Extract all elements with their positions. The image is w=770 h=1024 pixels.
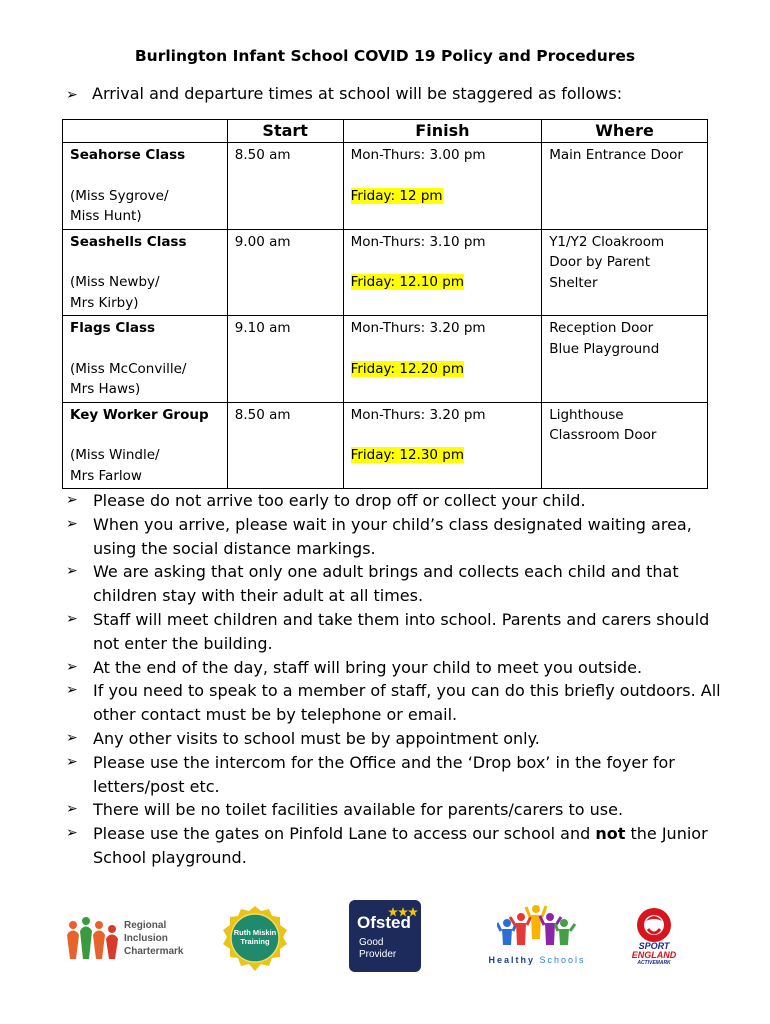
start-time: 9.00 am [234,233,291,250]
logo-text: ACTIVEMARK [637,960,671,966]
logo-text: Ofsted [357,913,411,932]
arrow-bullet-icon: ➢ [66,563,78,580]
arrow-bullet-icon: ➢ [66,682,78,699]
friday-time: Friday: 12.20 pm [350,360,465,377]
where-cell [542,316,708,403]
where-line: Shelter [549,274,598,291]
list-item-text: When you arrive, please wait in your child’s class designated waiting area, using the social distance markings. [93,514,692,558]
arrow-bullet-icon: ➢ [66,87,78,103]
list-item [66,727,731,751]
sport-england-logo [618,907,690,971]
list-item [66,656,731,680]
list-item-text: If you need to speak to a member of staff, you can do this briefly outdoors. All other contact must be by telephone or email. [93,681,721,725]
class-cell [63,143,228,230]
arrow-bullet-icon: ➢ [66,610,78,627]
list-item [66,822,731,870]
timetable [62,119,708,489]
start-cell [227,316,343,403]
class-cell [63,229,228,316]
list-item-text: the Junior School playground. [93,824,708,867]
logo-text: Training [240,937,270,946]
header-blank [63,120,228,143]
arrow-bullet-icon: ➢ [66,825,78,842]
list-item-text: Please do not arrive too early to drop off or collect your child. [93,491,586,510]
start-cell [227,229,343,316]
logo-text: Inclusion [124,933,168,944]
people-figures-icon [64,915,120,963]
logo-text: Provider [359,949,397,960]
emphasis-text: not [595,824,626,844]
procedure-list [66,489,731,870]
finish-time: Mon-Thurs: 3.20 pm [350,320,486,336]
where-line: Lighthouse [549,406,624,423]
healthy-schools-logo [482,903,592,973]
table-row [63,143,708,230]
finish-time: Mon-Thurs: 3.10 pm [350,233,486,250]
where-line: Blue Playground [549,340,660,357]
finish-time: Mon-Thurs: 3.20 pm [350,406,486,423]
list-item [66,679,731,727]
list-item-text: There will be no toilet facilities available for parents/carers to use. [93,800,624,820]
staff-line: (Miss Sygrove/ [70,187,169,204]
where-line: Main Entrance Door [549,147,683,163]
intro-line [66,84,622,103]
staff-line: (Miss Newby/ [70,274,160,290]
arrow-bullet-icon: ➢ [66,801,78,818]
intro-text: Arrival and departure times at school will be staggered as follows: [92,84,623,103]
logo-text: ENGLAND [631,950,677,960]
sport-runner-icon [634,907,674,943]
class-cell [63,316,228,403]
finish-cell [343,229,542,316]
ruth-miskin-logo [219,905,291,973]
header-start: Start [227,120,343,143]
list-item [66,560,731,608]
start-time: 8.50 am [234,406,291,423]
list-item [66,751,731,799]
table-row [63,229,708,316]
arrow-bullet-icon: ➢ [66,658,78,675]
start-time: 8.50 am [234,147,291,163]
where-line: Y1/Y2 Cloakroom [549,233,665,250]
start-cell [227,402,343,489]
arrow-bullet-icon: ➢ [66,753,78,770]
logo-text: Chartermark [124,946,184,957]
where-cell [542,143,708,230]
regional-inclusion-logo [64,915,194,965]
where-line: Reception Door [549,320,654,336]
finish-time: Mon-Thurs: 3.00 pm [350,147,486,163]
logo-text: Regional [124,920,167,931]
staff-line: Mrs Kirby) [70,294,139,311]
children-figures-icon [497,903,577,953]
ofsted-logo [349,900,421,972]
start-time: 9.10 am [234,320,291,336]
class-name: Seashells Class [70,233,187,250]
friday-time: Friday: 12.10 pm [350,274,465,290]
logo-text: SPORT [638,941,670,951]
staff-line: Miss Hunt) [70,208,142,224]
friday-time: Friday: 12 pm [350,187,443,204]
list-item [66,513,731,561]
list-item-text: Please use the gates on Pinfold Lane to access our school and [93,824,596,844]
logo-text: Schools [539,955,586,965]
list-item-text: We are asking that only one adult brings and collects each child and that children stay with their adult at all times. [93,562,679,606]
staff-line: Mrs Farlow [70,467,142,484]
list-item [66,608,731,656]
list-item-text: At the end of the day, staff will bring your child to meet you outside. [93,657,643,677]
list-item [66,489,731,513]
table-header-row [63,120,708,143]
friday-time: Friday: 12.30 pm [350,447,465,463]
class-name: Key Worker Group [70,406,209,423]
where-cell [542,229,708,316]
staff-line: (Miss Windle/ [70,447,160,463]
where-line: Door by Parent [549,254,651,270]
finish-cell [343,402,542,489]
start-cell [227,143,343,230]
class-name: Flags Class [70,320,156,336]
header-where: Where [542,120,708,143]
logo-text: Good [359,937,384,948]
list-item-text: Any other visits to school must be by appointment only. [93,728,540,748]
list-item [66,798,731,822]
staff-line: Mrs Haws) [70,381,141,397]
logo-text: Healthy [488,955,535,965]
list-item-text: Please use the intercom for the Office and the ‘Drop box’ in the foyer for letters/post etc. [93,752,675,796]
class-cell [63,402,228,489]
accreditation-logos [0,895,770,975]
arrow-bullet-icon: ➢ [66,515,78,532]
where-cell [542,402,708,489]
where-line: Classroom Door [549,427,657,443]
logo-text: Ruth Miskin [233,928,277,937]
header-finish: Finish [343,120,542,143]
page-title: Burlington Infant School COVID 19 Policy and Procedures [134,47,636,65]
finish-cell [343,143,542,230]
staff-line: (Miss McConville/ [70,360,187,377]
finish-cell [343,316,542,403]
arrow-bullet-icon: ➢ [66,729,78,746]
list-item-text: Staff will meet children and take them into school. Parents and carers should not enter the building. [93,609,710,653]
table-row [63,402,708,489]
table-row [63,316,708,403]
class-name: Seahorse Class [70,147,186,163]
arrow-bullet-icon: ➢ [66,492,78,508]
